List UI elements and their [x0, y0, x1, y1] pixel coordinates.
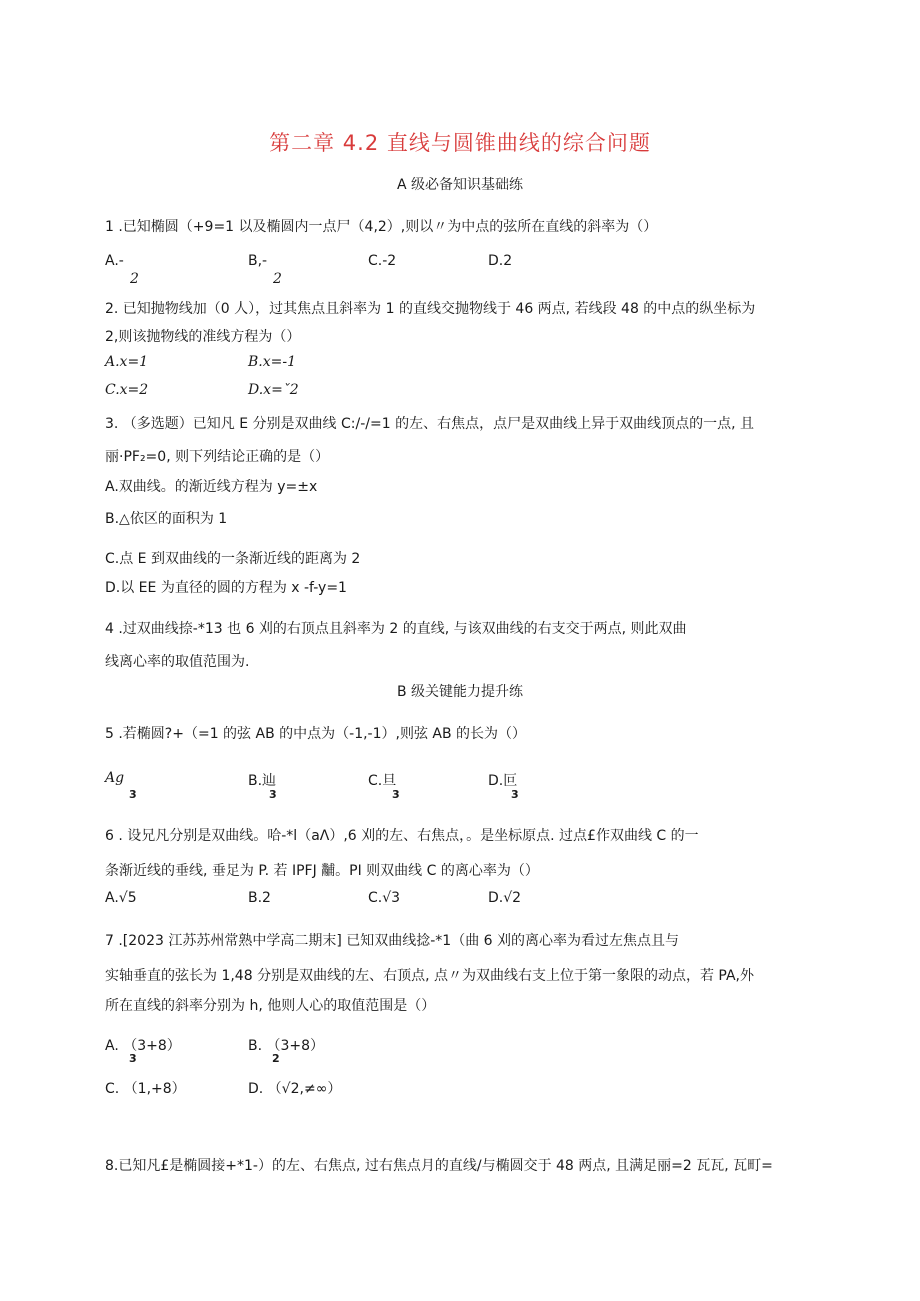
question-1-option-c: C.-2	[368, 253, 397, 269]
question-1-option-a: A.-	[105, 253, 124, 269]
question-2-line-1: 2. 已知抛物线加（0 人），过其焦点且斜率为 1 的直线交抛物线于 46 两点, 若线段 48 的中点的纵坐标为	[105, 301, 756, 317]
question-7-option-b-subscript: 2	[272, 1052, 280, 1065]
question-2-option-a: A.x=1	[105, 354, 149, 370]
question-1-text: 1 .已知椭圆（+9=1 以及椭圆内一点尸（4,2）,则以〃为中点的弦所在直线的斜率为（）	[105, 219, 658, 235]
question-3-option-a: A.双曲线。的渐近线方程为 y=±x	[105, 479, 318, 495]
question-5-option-b-denominator: 3	[269, 788, 277, 801]
question-5-option-b: B.辿	[248, 773, 277, 789]
question-5-text: 5 .若椭圆?+（=1 的弦 AB 的中点为（-1,-1）,则弦 AB 的长为（）	[105, 726, 527, 742]
question-5-option-d-denominator: 3	[511, 788, 519, 801]
question-7-option-a: A. （3+8）	[105, 1038, 181, 1054]
question-8-text: 8.已知凡£是椭圆接+*1-）的左、右焦点, 过右焦点月的直线/与椭圆交于 48 两点, 且满足丽=2 瓦瓦, 瓦町=	[105, 1158, 773, 1174]
question-6-option-a: A.√5	[105, 890, 137, 906]
question-7-option-b: B. （3+8）	[248, 1038, 325, 1054]
question-7-option-a-subscript: 3	[129, 1052, 137, 1065]
page-title: 第二章 4.2 直线与圆锥曲线的综合问题	[269, 131, 651, 155]
question-5-option-a: Ag	[105, 770, 125, 786]
question-3-line-2: 丽·PF₂=0, 则下列结论正确的是（）	[105, 449, 330, 465]
question-2-option-c: C.x=2	[105, 382, 149, 398]
section-a-heading: A 级必备知识基础练	[396, 177, 524, 193]
question-5-option-c: C.旦	[368, 773, 397, 789]
question-3-option-b: B.△依区的面积为 1	[105, 511, 228, 527]
question-2-option-d: D.x=ˇ2	[248, 382, 299, 398]
question-3-option-d: D.以 EE 为直径的圆的方程为 x -f-y=1	[105, 580, 347, 596]
question-7-line-2: 实轴垂直的弦长为 1,48 分别是双曲线的左、右顶点, 点〃为双曲线右支上位于第一象限的动点，若 PA,外	[105, 968, 754, 984]
question-1-option-b: B,-	[248, 253, 268, 269]
question-6-option-b: B.2	[248, 890, 271, 906]
question-2-option-b: B.x=-1	[248, 354, 297, 370]
question-5-option-a-denominator: 3	[129, 788, 137, 801]
question-5-option-c-denominator: 3	[392, 788, 400, 801]
question-7-option-d: D. （√2,≠∞）	[248, 1081, 342, 1097]
question-6-line-1: 6 . 设兄凡分别是双曲线。哈-*l（aΛ）,6 刈的左、右焦点，。是坐标原点. 过点£作双曲线 C 的一	[105, 828, 699, 844]
question-3-option-c: C.点 E 到双曲线的一条渐近线的距离为 2	[105, 551, 361, 567]
question-7-line-3: 所在直线的斜率分别为 h, 他则人心的取值范围是（）	[105, 998, 436, 1014]
question-6-option-d: D.√2	[488, 890, 522, 906]
question-7-option-c: C. （1,+8）	[105, 1081, 186, 1097]
question-2-line-2: 2,则该抛物线的准线方程为（）	[105, 329, 301, 345]
question-1-option-a-denominator: 2	[130, 271, 139, 287]
section-b-heading: B 级关键能力提升练	[396, 684, 524, 700]
question-6-option-c: C.√3	[368, 890, 401, 906]
question-6-line-2: 条渐近线的垂线, 垂足为 P. 若 IPFJ 黼。PI 则双曲线 C 的离心率为（）	[105, 863, 539, 879]
question-1-option-d: D.2	[488, 253, 513, 269]
question-4-line-2: 线离心率的取值范围为.	[105, 654, 250, 670]
question-4-line-1: 4 .过双曲线捺-*13 也 6 刈的右顶点且斜率为 2 的直线, 与该双曲线的右支交于两点, 则此双曲	[105, 621, 687, 637]
question-5-option-d: D.叵	[488, 773, 518, 789]
question-3-line-1: 3. （多选题）已知凡 E 分别是双曲线 C:/-/=1 的左、右焦点，点尸是双曲线上异于双曲线顶点的一点, 且	[105, 416, 754, 432]
question-7-line-1: 7 .[2023 江苏苏州常熟中学高二期末] 已知双曲线捻-*1（曲 6 刈的离心率为看过左焦点且与	[105, 933, 680, 949]
question-1-option-b-denominator: 2	[273, 271, 282, 287]
